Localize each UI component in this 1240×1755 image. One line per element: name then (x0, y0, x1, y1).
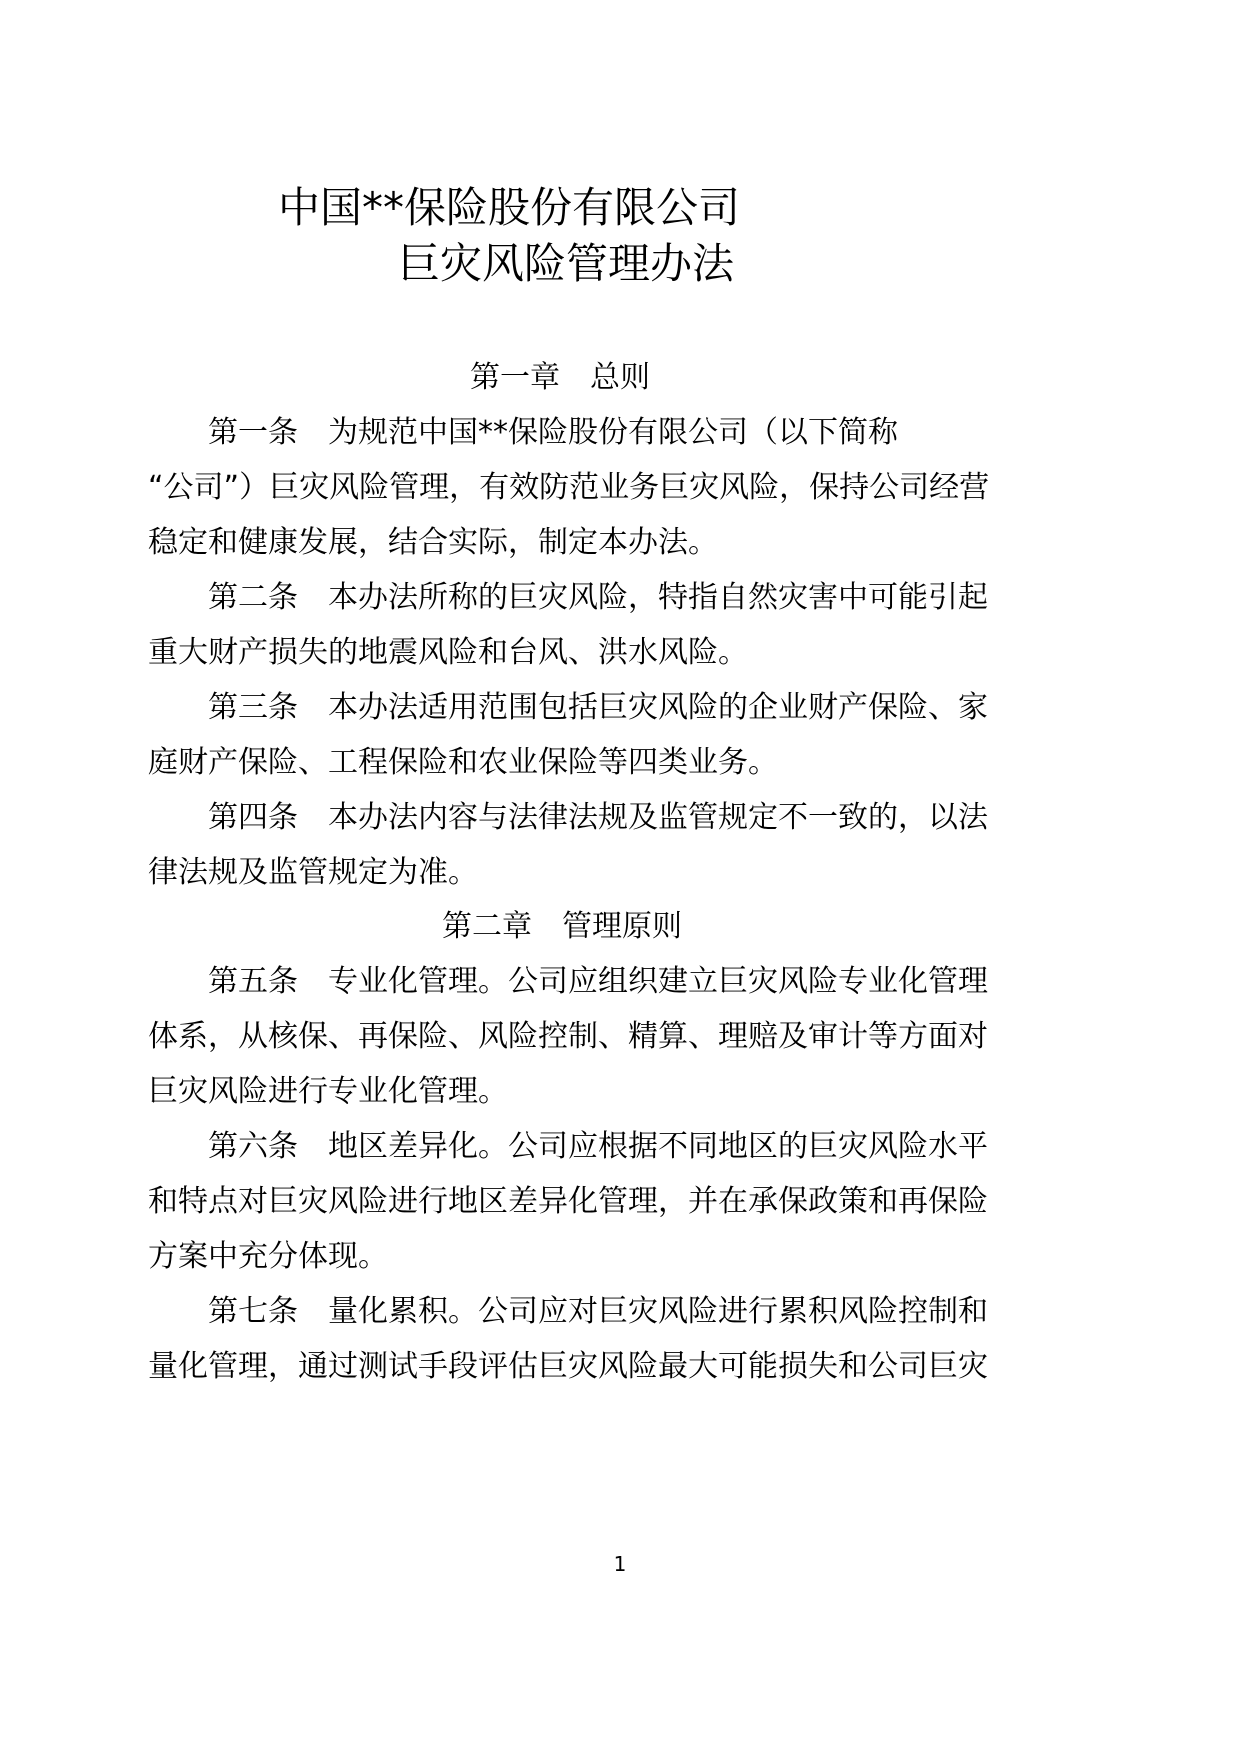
article-6-line-3: 方案中充分体现。 (148, 1239, 388, 1274)
article-1-line-1: 第一条 为规范中国**保险股份有限公司（以下简称 (208, 415, 898, 450)
article-1-line-2: “公司”）巨灾风险管理，有效防范业务巨灾风险，保持公司经营 (148, 470, 990, 505)
article-3-line-1: 第三条 本办法适用范围包括巨灾风险的企业财产保险、家 (208, 690, 988, 725)
document-title-line-2: 巨灾风险管理办法 (398, 239, 735, 288)
article-7-line-2: 量化管理，通过测试手段评估巨灾风险最大可能损失和公司巨灾 (148, 1349, 988, 1384)
document-title-line-1: 中国**保险股份有限公司 (278, 183, 741, 232)
chapter-1-heading: 第一章 总则 (470, 360, 650, 395)
article-5-line-2: 体系，从核保、再保险、风险控制、精算、理赔及审计等方面对 (148, 1019, 988, 1054)
article-4-line-1: 第四条 本办法内容与法律法规及监管规定不一致的，以法 (208, 800, 988, 835)
article-6-line-1: 第六条 地区差异化。公司应根据不同地区的巨灾风险水平 (208, 1129, 988, 1164)
article-1-line-3: 稳定和健康发展，结合实际，制定本办法。 (148, 525, 718, 560)
article-5-line-3: 巨灾风险进行专业化管理。 (148, 1074, 508, 1109)
article-2-line-1: 第二条 本办法所称的巨灾风险，特指自然灾害中可能引起 (208, 580, 988, 615)
article-4-line-2: 律法规及监管规定为准。 (148, 855, 478, 890)
article-5-line-1: 第五条 专业化管理。公司应组织建立巨灾风险专业化管理 (208, 964, 988, 999)
article-6-line-2: 和特点对巨灾风险进行地区差异化管理，并在承保政策和再保险 (148, 1184, 988, 1219)
chapter-2-heading: 第二章 管理原则 (442, 909, 682, 944)
article-2-line-2: 重大财产损失的地震风险和台风、洪水风险。 (148, 635, 748, 670)
article-3-line-2: 庭财产保险、工程保险和农业保险等四类业务。 (148, 745, 778, 780)
page-number: 1 (613, 1552, 627, 1576)
article-7-line-1: 第七条 量化累积。公司应对巨灾风险进行累积风险控制和 (208, 1294, 988, 1329)
